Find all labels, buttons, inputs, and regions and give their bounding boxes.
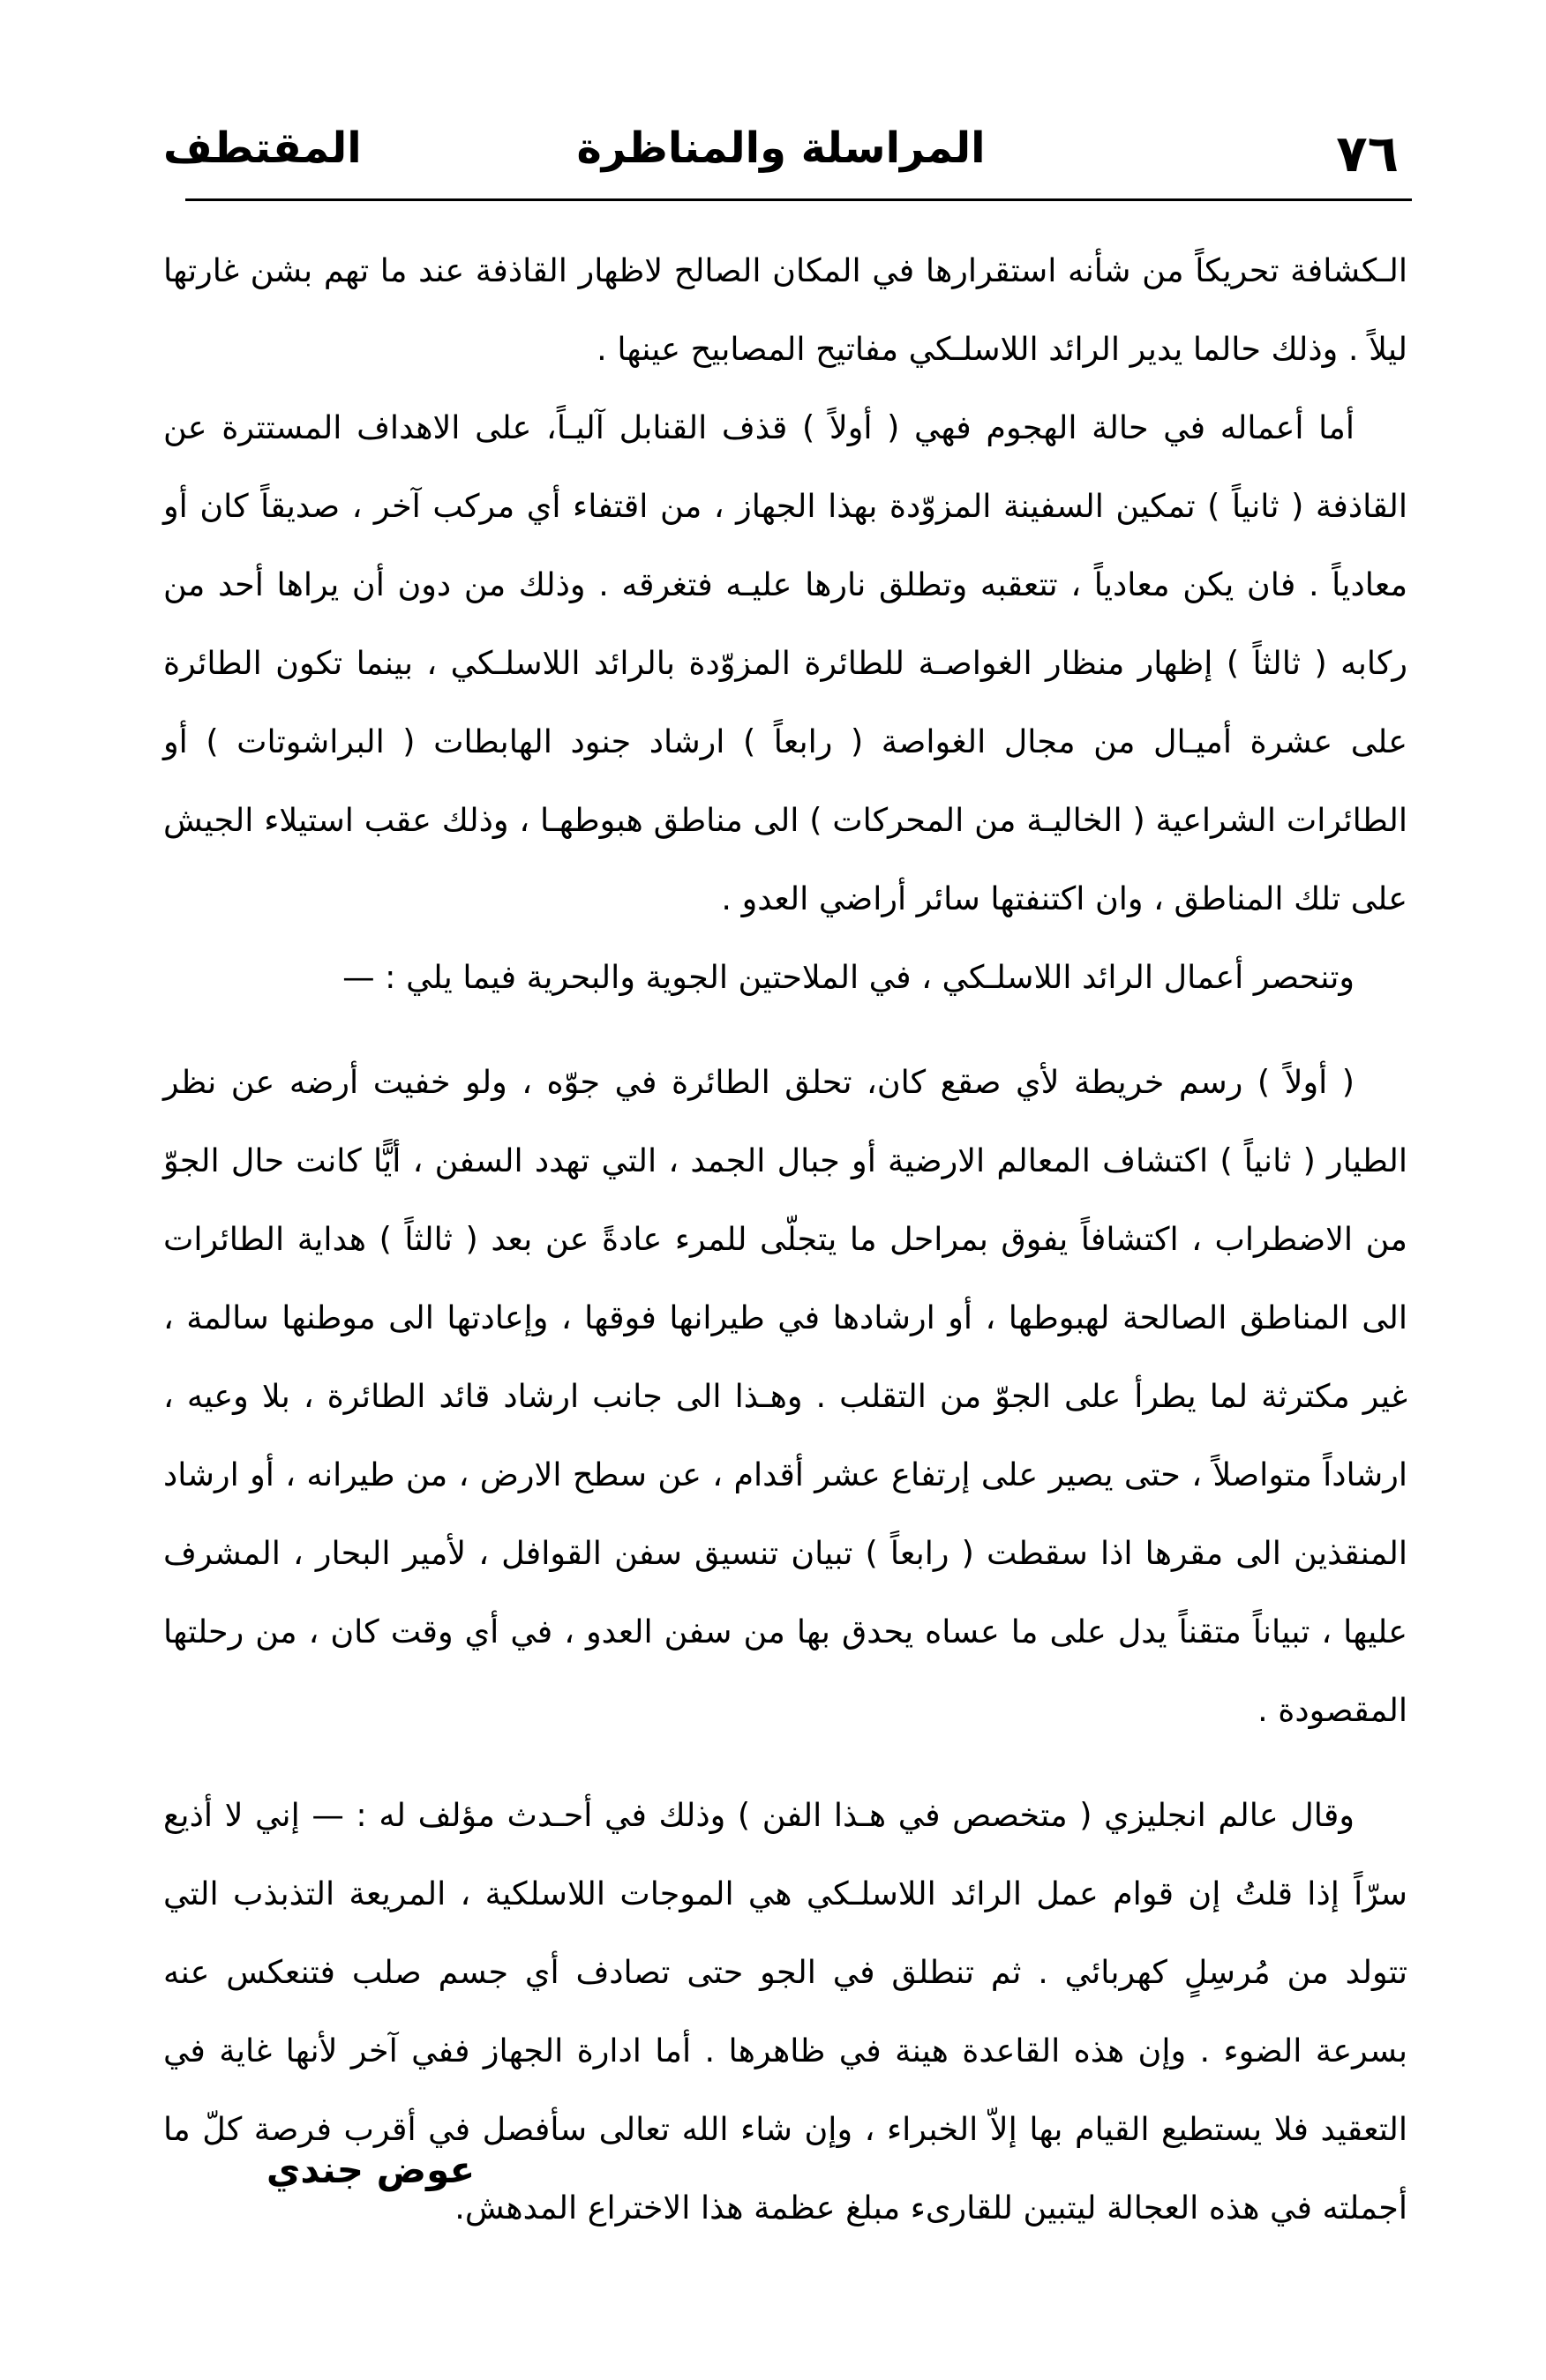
paragraph: الـكشافة تحريكاً من شأنه استقرارها في المكان الصالح لاظهار القاذفة عند ما تهم بشن غارتها ليلاً . وذلك حالما يدير الرائد اللاسلـكي مفاتيح المصابيح عينها .	[163, 251, 1407, 368]
paragraph: أما أعماله في حالة الهجوم فهي ( أولاً ) قذف القنابل آليـاً، على الاهداف المستترة عن القاذفة ( ثانياً ) تمكين السفينة المزوّدة بهذا الجهاز ، من اقتفاء أي مركب آخر ، صديقاً كان أو معادياً . فان يكن معادياً ، تتعقبه وتطلق نارها عليـه فتغرقه . وذلك من دون أن يراها أحد من ركابه ( ثالثاً ) إظهار منظار الغواصـة للطائرة المزوّدة بالرائد اللاسلـكي ، بينما تكون الطائرة على عشرة أميـال من مجال الغواصة ( رابعاً ) ارشاد جنود الهابطات ( البراشوتات ) أو الطائرات الشراعية ( الخاليـة من المحركات ) الى مناطق هبوطهـا ، وذلك عقب استيلاء الجيش على تلك المناطق ، وان اكتنفتها سائر أراضي العدو .	[163, 408, 1407, 917]
paragraph: وقال عالم انجليزي ( متخصص في هـذا الفن ) وذلك في أحـدث مؤلف له : — إني لا أذيع سرّاً إذا قلتُ إن قوام عمل الرائد اللاسلـكي هي الموجات اللاسلكية ، المريعة التذبذب التي تتولد من مُرسِلٍ كهربائي . ثم تنطلق في الجو حتى تصادف أي جسم صلب فتنعكس عنه بسرعة الضوء . وإن هذه القاعدة هينة في ظاهرها . أما ادارة الجهاز ففي آخر لأنها غاية في التعقيد فلا يستطيع القيام بها إلاّ الخبراء ، وإن شاء الله تعالى سأفصل في أقرب فرصة كلّ ما أجملته في هذه العجالة ليتبين للقارىء مبلغ عظمة هذا الاختراع المدهش.	[163, 1796, 1407, 2227]
author-signature: عوض جندي	[266, 2148, 476, 2191]
page-header	[163, 123, 1399, 194]
paragraph: ( أولاً ) رسم خريطة لأي صقع كان، تحلق الطائرة في جوّه ، ولو خفيت أرضه عن نظر الطيار ( ثانياً ) اكتشاف المعالم الارضية أو جبال الجمد ، التي تهدد السفن ، أيًّا كانت حال الجوّ من الاضطراب ، اكتشافاً يفوق بمراحل ما يتجلّى للمرء عادةً عن بعد ( ثالثاً ) هداية الطائرات الى المناطق الصالحة لهبوطها ، أو ارشادها في طيرانها فوقها ، وإعادتها الى موطنها سالمة ، غير مكترثة لما يطرأ على الجوّ من التقلب . وهـذا الى جانب ارشاد قائد الطائرة ، بلا وعيه ، ارشاداً متواصلاً ، حتى يصير على إرتفاع عشر أقدام ، عن سطح الارض ، من طيرانه ، أو ارشاد المنقذين الى مقرها اذا سقطت ( رابعاً ) تبيان تنسيق سفن القوافل ، لأمير البحار ، المشرف عليها ، تبياناً متقناً يدل على ما عساه يحدق بها من سفن العدو ، في أي وقت كان ، من رحلتها المقصودة .	[163, 1063, 1407, 1729]
header-divider	[185, 198, 1412, 201]
article-body	[163, 231, 1407, 2247]
paragraph: وتنحصر أعمال الرائد اللاسلـكي ، في الملاحتين الجوية والبحرية فيما يلي : —	[342, 958, 1355, 996]
page-number: ٧٦	[1336, 123, 1399, 183]
journal-title: المقتطف	[163, 123, 362, 173]
section-title: المراسلة والمناظرة	[576, 123, 986, 173]
